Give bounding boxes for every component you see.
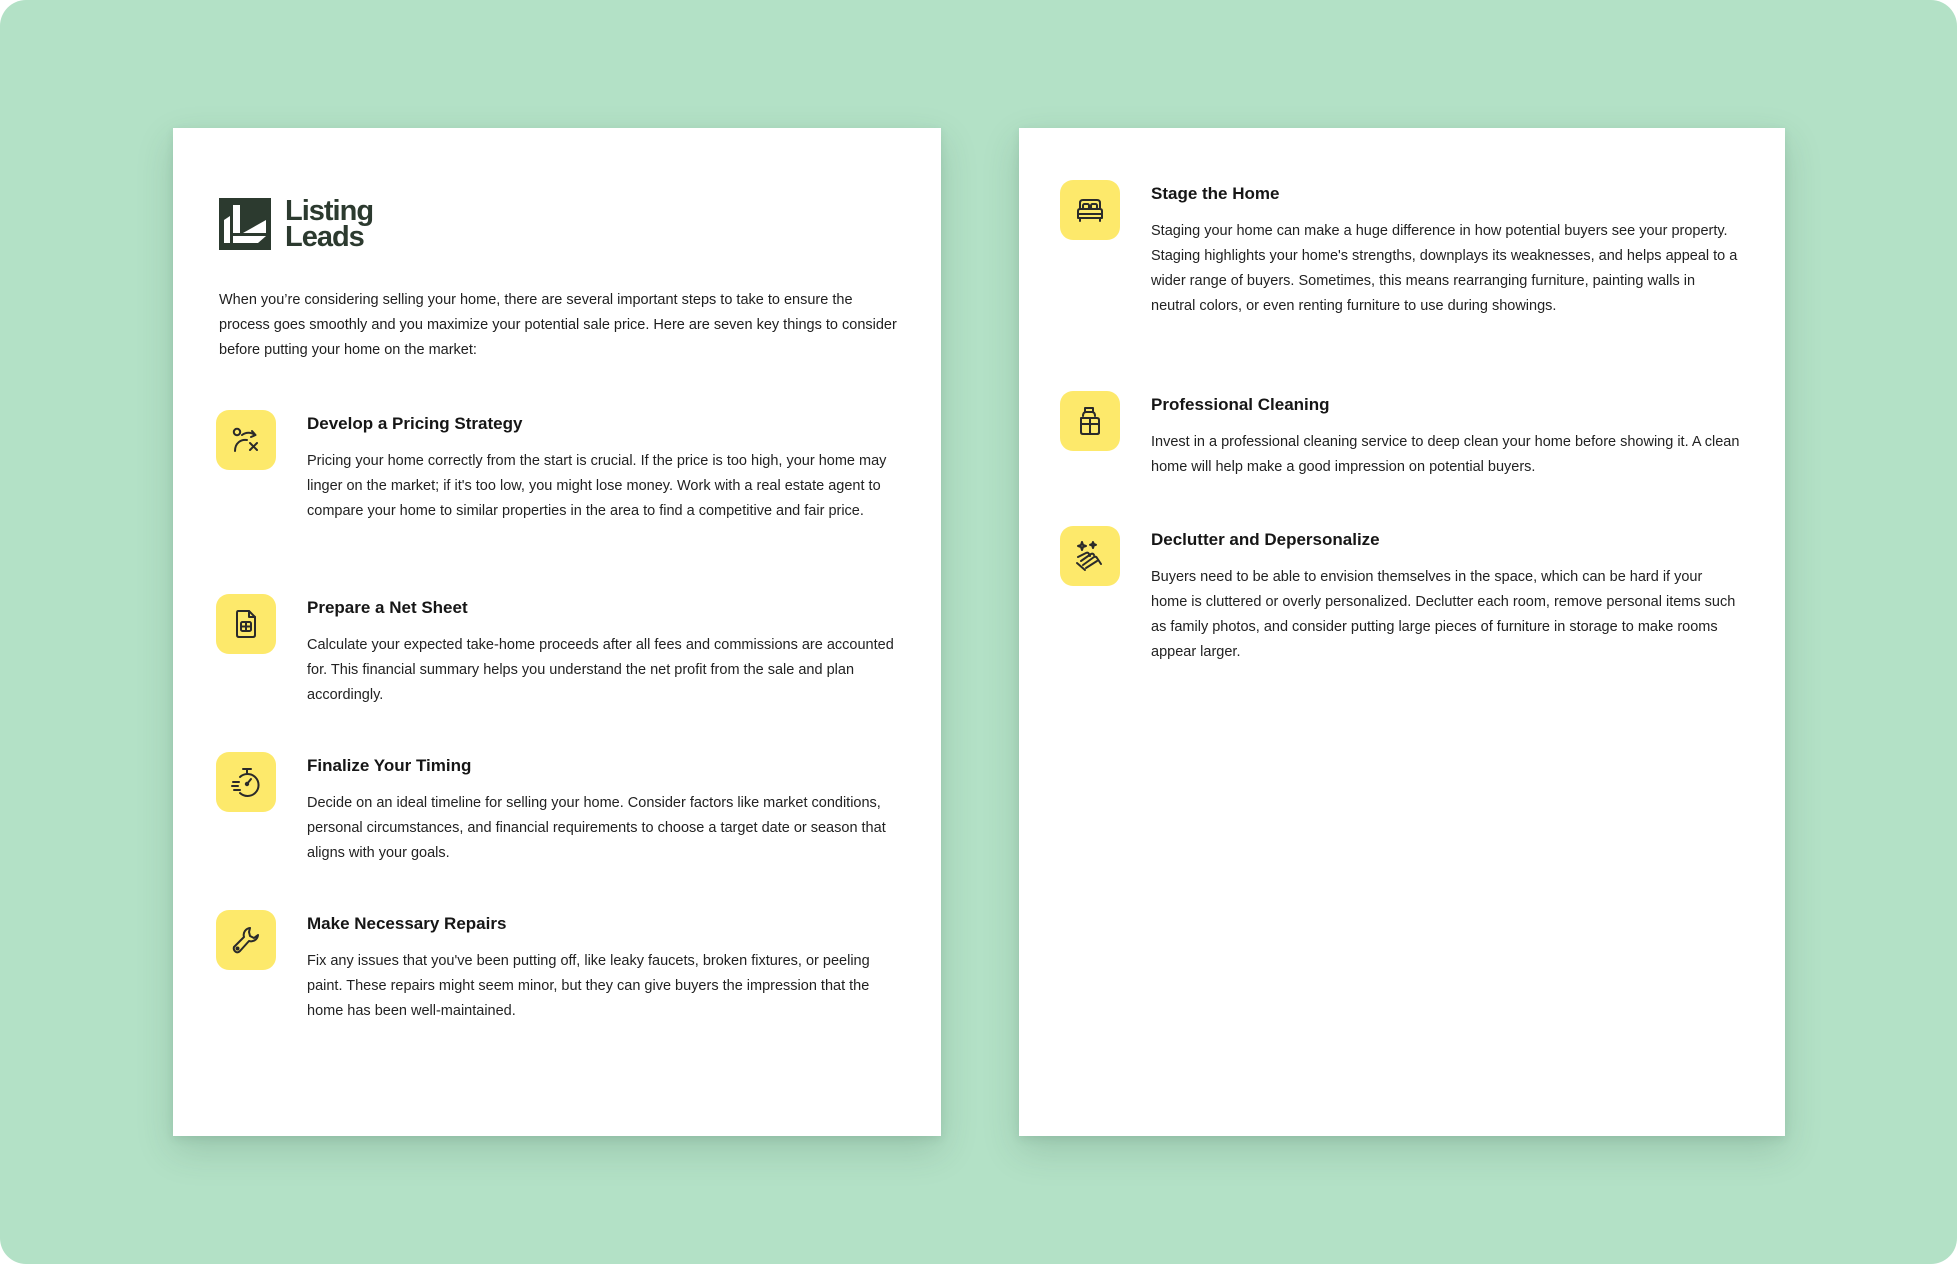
listing-leads-wordmark xyxy=(285,195,374,253)
intro-paragraph: When you’re considering selling your home, there are several important steps to take to ensure the process goes smoothly and you maximize your potential sale price. Here are seven key things to consider before putting your home on the market: xyxy=(219,292,897,358)
stopwatch-icon xyxy=(216,752,276,812)
section-title: Make Necessary Repairs xyxy=(307,914,507,933)
wordmark-line-2: Leads xyxy=(285,221,364,253)
section-title: Prepare a Net Sheet xyxy=(307,598,468,617)
wrench-icon xyxy=(216,910,276,970)
document-icon xyxy=(216,594,276,654)
route-icon xyxy=(216,410,276,470)
section-title: Finalize Your Timing xyxy=(307,756,472,775)
section-description: Staging your home can make a huge difference in how potential buyers see your property. Staging highlights your home's strengths, downplays its weaknesses, and helps appeal to a wider range of buyers. Sometimes, this means rearranging furniture, painting walls in neutral colors, or even renting furniture to use during showings. xyxy=(1151,223,1738,314)
section-title: Professional Cleaning xyxy=(1151,395,1330,414)
section-title: Stage the Home xyxy=(1151,184,1280,203)
document-page-1 xyxy=(173,128,941,1136)
document-page-2 xyxy=(1019,128,1785,1136)
section-description: Pricing your home correctly from the start is crucial. If the price is too high, your home may linger on the market; if it's too low, you might lose money. Work with a real estate agent to compare your home to similar properties in the area to find a competitive and fair price. xyxy=(307,453,887,519)
section-title: Declutter and Depersonalize xyxy=(1151,530,1380,549)
section-description: Decide on an ideal timeline for selling your home. Consider factors like market conditions, personal circumstances, and financial requirements to choose a target date or season that aligns with your goals. xyxy=(307,795,886,861)
wordmark-line-1: Listing xyxy=(285,195,374,227)
sparkle-hand-icon xyxy=(1060,526,1120,586)
section-description: Invest in a professional cleaning service to deep clean your home before showing it. A clean home will help make a good impression on potential buyers. xyxy=(1151,434,1740,475)
listing-leads-logo xyxy=(219,195,374,253)
cleaning-supplies-icon xyxy=(1060,391,1120,451)
bed-icon xyxy=(1060,180,1120,240)
section-description: Fix any issues that you've been putting off, like leaky faucets, broken fixtures, or peeling paint. These repairs might seem minor, but they can give buyers the impression that the home has been well-maintained. xyxy=(307,953,870,1019)
section-title: Develop a Pricing Strategy xyxy=(307,414,523,433)
section-description: Calculate your expected take-home proceeds after all fees and commissions are accounted for. This financial summary helps you understand the net profit from the sale and plan accordingly. xyxy=(307,637,894,703)
listing-leads-logo-icon xyxy=(219,198,271,250)
section-description: Buyers need to be able to envision themselves in the space, which can be hard if your home is cluttered or overly personalized. Declutter each room, remove personal items such as family photos, and consider putting large pieces of furniture in storage to make rooms appear larger. xyxy=(1151,569,1736,660)
